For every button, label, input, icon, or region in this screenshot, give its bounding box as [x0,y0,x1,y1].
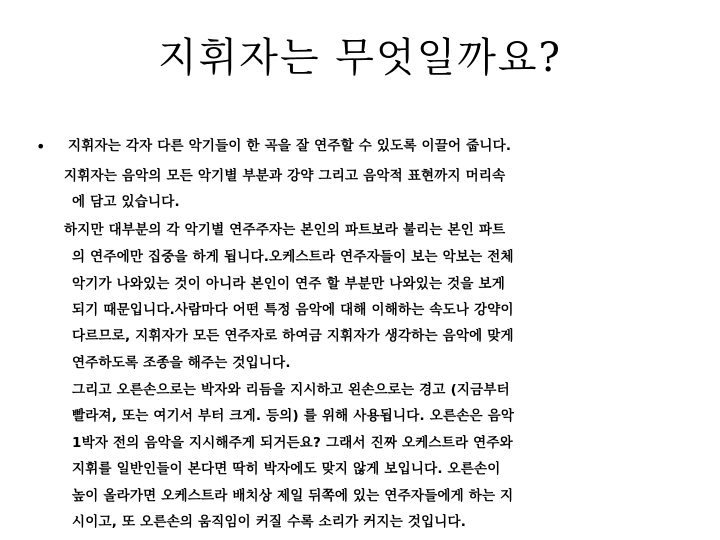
slide-title: 지휘자는 무엇일까요? [158,35,562,81]
body-line: 의 연주에만 집중을 하게 됩니다.오케스트라 연주자들이 보는 악보는 전체 [72,249,514,265]
body-line: 그리고 오른손으로는 박자와 리듬을 지시하고 왼손으로는 경고 (지금부터 [72,382,510,398]
body-line: 연주하도록 조종을 해주는 것입니다. [72,355,291,371]
body-line: 다르므로, 지휘자가 모든 연주자로 하여금 지휘자가 생각하는 음악에 맞게 [72,328,514,344]
body-line: 에 담고 있습니다. [72,194,180,210]
body-line: 하지만 대부분의 각 악기별 연주주자는 본인의 파트보라 불리는 본인 파트 [64,222,506,238]
body-line: 높이 올라가면 오케스트라 배치상 제일 뒤쪽에 있는 연주자들에게 하는 지 [72,488,514,504]
body-line: 악기가 나와있는 것이 아니라 본인이 연주 할 부분만 나와있는 것을 보게 [72,276,505,292]
body-line: 시이고, 또 오른손의 움직임이 커질 수록 소리가 커지는 것입니다. [72,514,467,530]
body-line: 빨라져, 또는 여기서 부터 크게. 등의) 를 위해 사용됩니다. 오른손은 음악 [72,408,515,424]
bullet-icon: • [36,137,46,156]
body-line: 되기 때문입니다.사람마다 어떤 특정 음악에 대해 이해하는 속도나 강약이 [72,302,514,318]
body-line: 1박자 전의 음악을 지시해주게 되거든요? 그래서 진짜 오케스트라 연주와 [72,435,513,451]
body-line: 지휘자는 각자 다른 악기들이 한 곡을 잘 연주할 수 있도록 이끌어 줍니다. [68,138,512,154]
body-line: 지휘자는 음악의 모든 악기별 부분과 강약 그리고 음악적 표현까지 머리속 [64,168,506,184]
body-line: 지휘를 일반인들이 본다면 딱히 박자에도 맞지 않게 보입니다. 오른손이 [72,461,501,477]
